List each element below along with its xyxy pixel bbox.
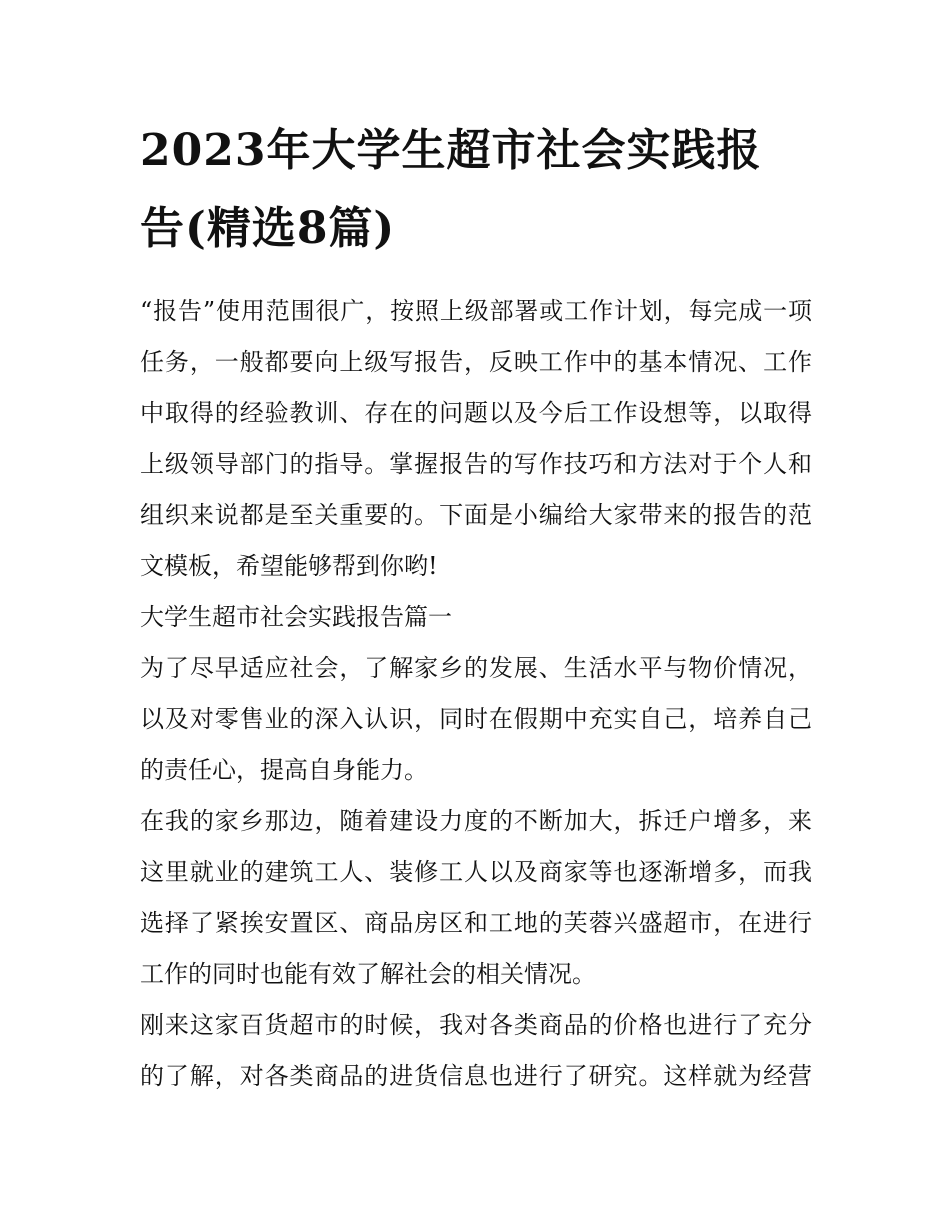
text-line: 文模板，希望能够帮到你哟! bbox=[140, 552, 438, 580]
text-line: 组织来说都是至关重要的。下面是小编给大家带来的报告的范 bbox=[140, 501, 812, 529]
section-heading bbox=[140, 592, 812, 643]
document-title bbox=[140, 112, 812, 268]
document-page bbox=[140, 112, 812, 1102]
text-line: 任务，一般都要向上级写报告，反映工作中的基本情况、工作 bbox=[140, 348, 812, 376]
body-paragraph bbox=[140, 1000, 812, 1102]
title-line: 2023年大学生超市社会实践报 bbox=[140, 125, 762, 176]
intro-paragraph bbox=[140, 286, 812, 592]
text-line: 大学生超市社会实践报告篇一 bbox=[140, 603, 452, 631]
text-line: 在我的家乡那边，随着建设力度的不断加大，拆迁户增多，来 bbox=[140, 807, 812, 835]
text-line: 工作的同时也能有效了解社会的相关情况。 bbox=[140, 960, 596, 988]
title-line: 告(精选8篇) bbox=[140, 203, 396, 254]
text-line: 中取得的经验教训、存在的问题以及今后工作设想等，以取得 bbox=[140, 399, 812, 427]
text-line: 这里就业的建筑工人、装修工人以及商家等也逐渐增多，而我 bbox=[140, 858, 812, 886]
text-line: 以及对零售业的深入认识，同时在假期中充实自己，培养自己 bbox=[140, 705, 812, 733]
body-paragraph bbox=[140, 796, 812, 1000]
document-body bbox=[140, 286, 812, 1102]
text-line: “报告”使用范围很广，按照上级部署或工作计划，每完成一项 bbox=[140, 297, 812, 325]
text-line: 上级领导部门的指导。掌握报告的写作技巧和方法对于个人和 bbox=[140, 450, 812, 478]
text-line: 的了解，对各类商品的进货信息也进行了研究。这样就为经营 bbox=[140, 1062, 812, 1090]
text-line: 的责任心，提高自身能力。 bbox=[140, 756, 428, 784]
text-line: 选择了紧挨安置区、商品房区和工地的芙蓉兴盛超市，在进行 bbox=[140, 909, 812, 937]
text-line: 为了尽早适应社会，了解家乡的发展、生活水平与物价情况， bbox=[140, 654, 812, 682]
text-line: 刚来这家百货超市的时候，我对各类商品的价格也进行了充分 bbox=[140, 1011, 812, 1039]
body-paragraph bbox=[140, 643, 812, 796]
